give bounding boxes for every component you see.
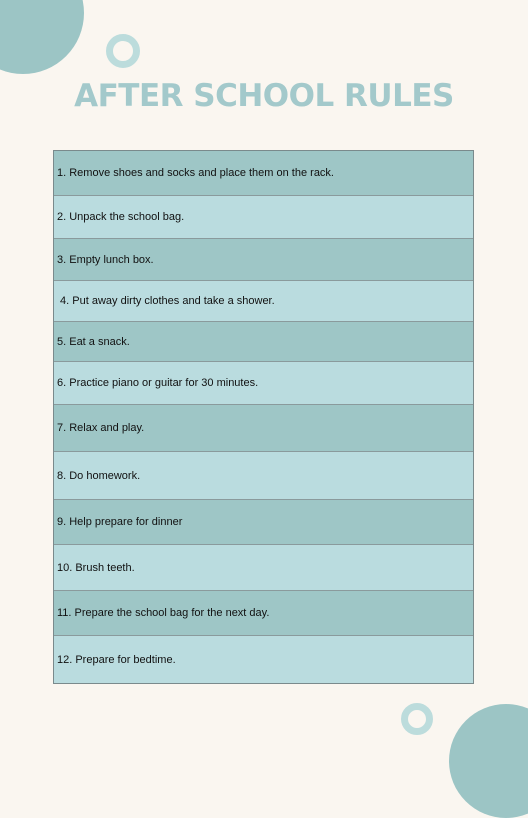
decorative-ring-top [106,34,140,68]
rule-row-12 [54,636,473,683]
rule-row-4 [54,281,473,322]
rules-table [53,150,474,684]
rule-text: 1. Remove shoes and socks and place them on the rack. [57,167,334,179]
page-title: AFTER SCHOOL RULES [74,78,454,114]
rule-row-8 [54,452,473,500]
rule-text: 9. Help prepare for dinner [57,516,183,528]
rule-row-3 [54,239,473,281]
rule-row-1 [54,151,473,196]
decorative-circle-top-left [0,0,84,74]
rule-text: 8. Do homework. [57,469,141,482]
rule-row-2 [54,196,473,239]
rule-row-5 [54,322,473,362]
rule-row-7 [54,405,473,452]
rule-text: 10. Brush teeth. [57,561,135,574]
rule-row-11 [54,591,473,636]
rule-text: 6. Practice piano or guitar for 30 minutes. [57,377,259,389]
decorative-ring-bottom [401,703,433,735]
rule-row-6 [54,362,473,405]
rule-text: 12. Prepare for bedtime. [57,653,176,666]
rule-text: 11. Prepare the school bag for the next day. [57,607,270,619]
decorative-circle-bottom-right [449,704,528,818]
rule-text: 4. Put away dirty clothes and take a shower. [57,295,275,307]
rule-text: 3. Empty lunch box. [57,253,154,266]
rule-row-9 [54,500,473,545]
rule-text: 5. Eat a snack. [57,335,130,348]
rule-row-10 [54,545,473,591]
rule-text: 7. Relax and play. [57,422,145,434]
rule-text: 2. Unpack the school bag. [57,211,185,223]
